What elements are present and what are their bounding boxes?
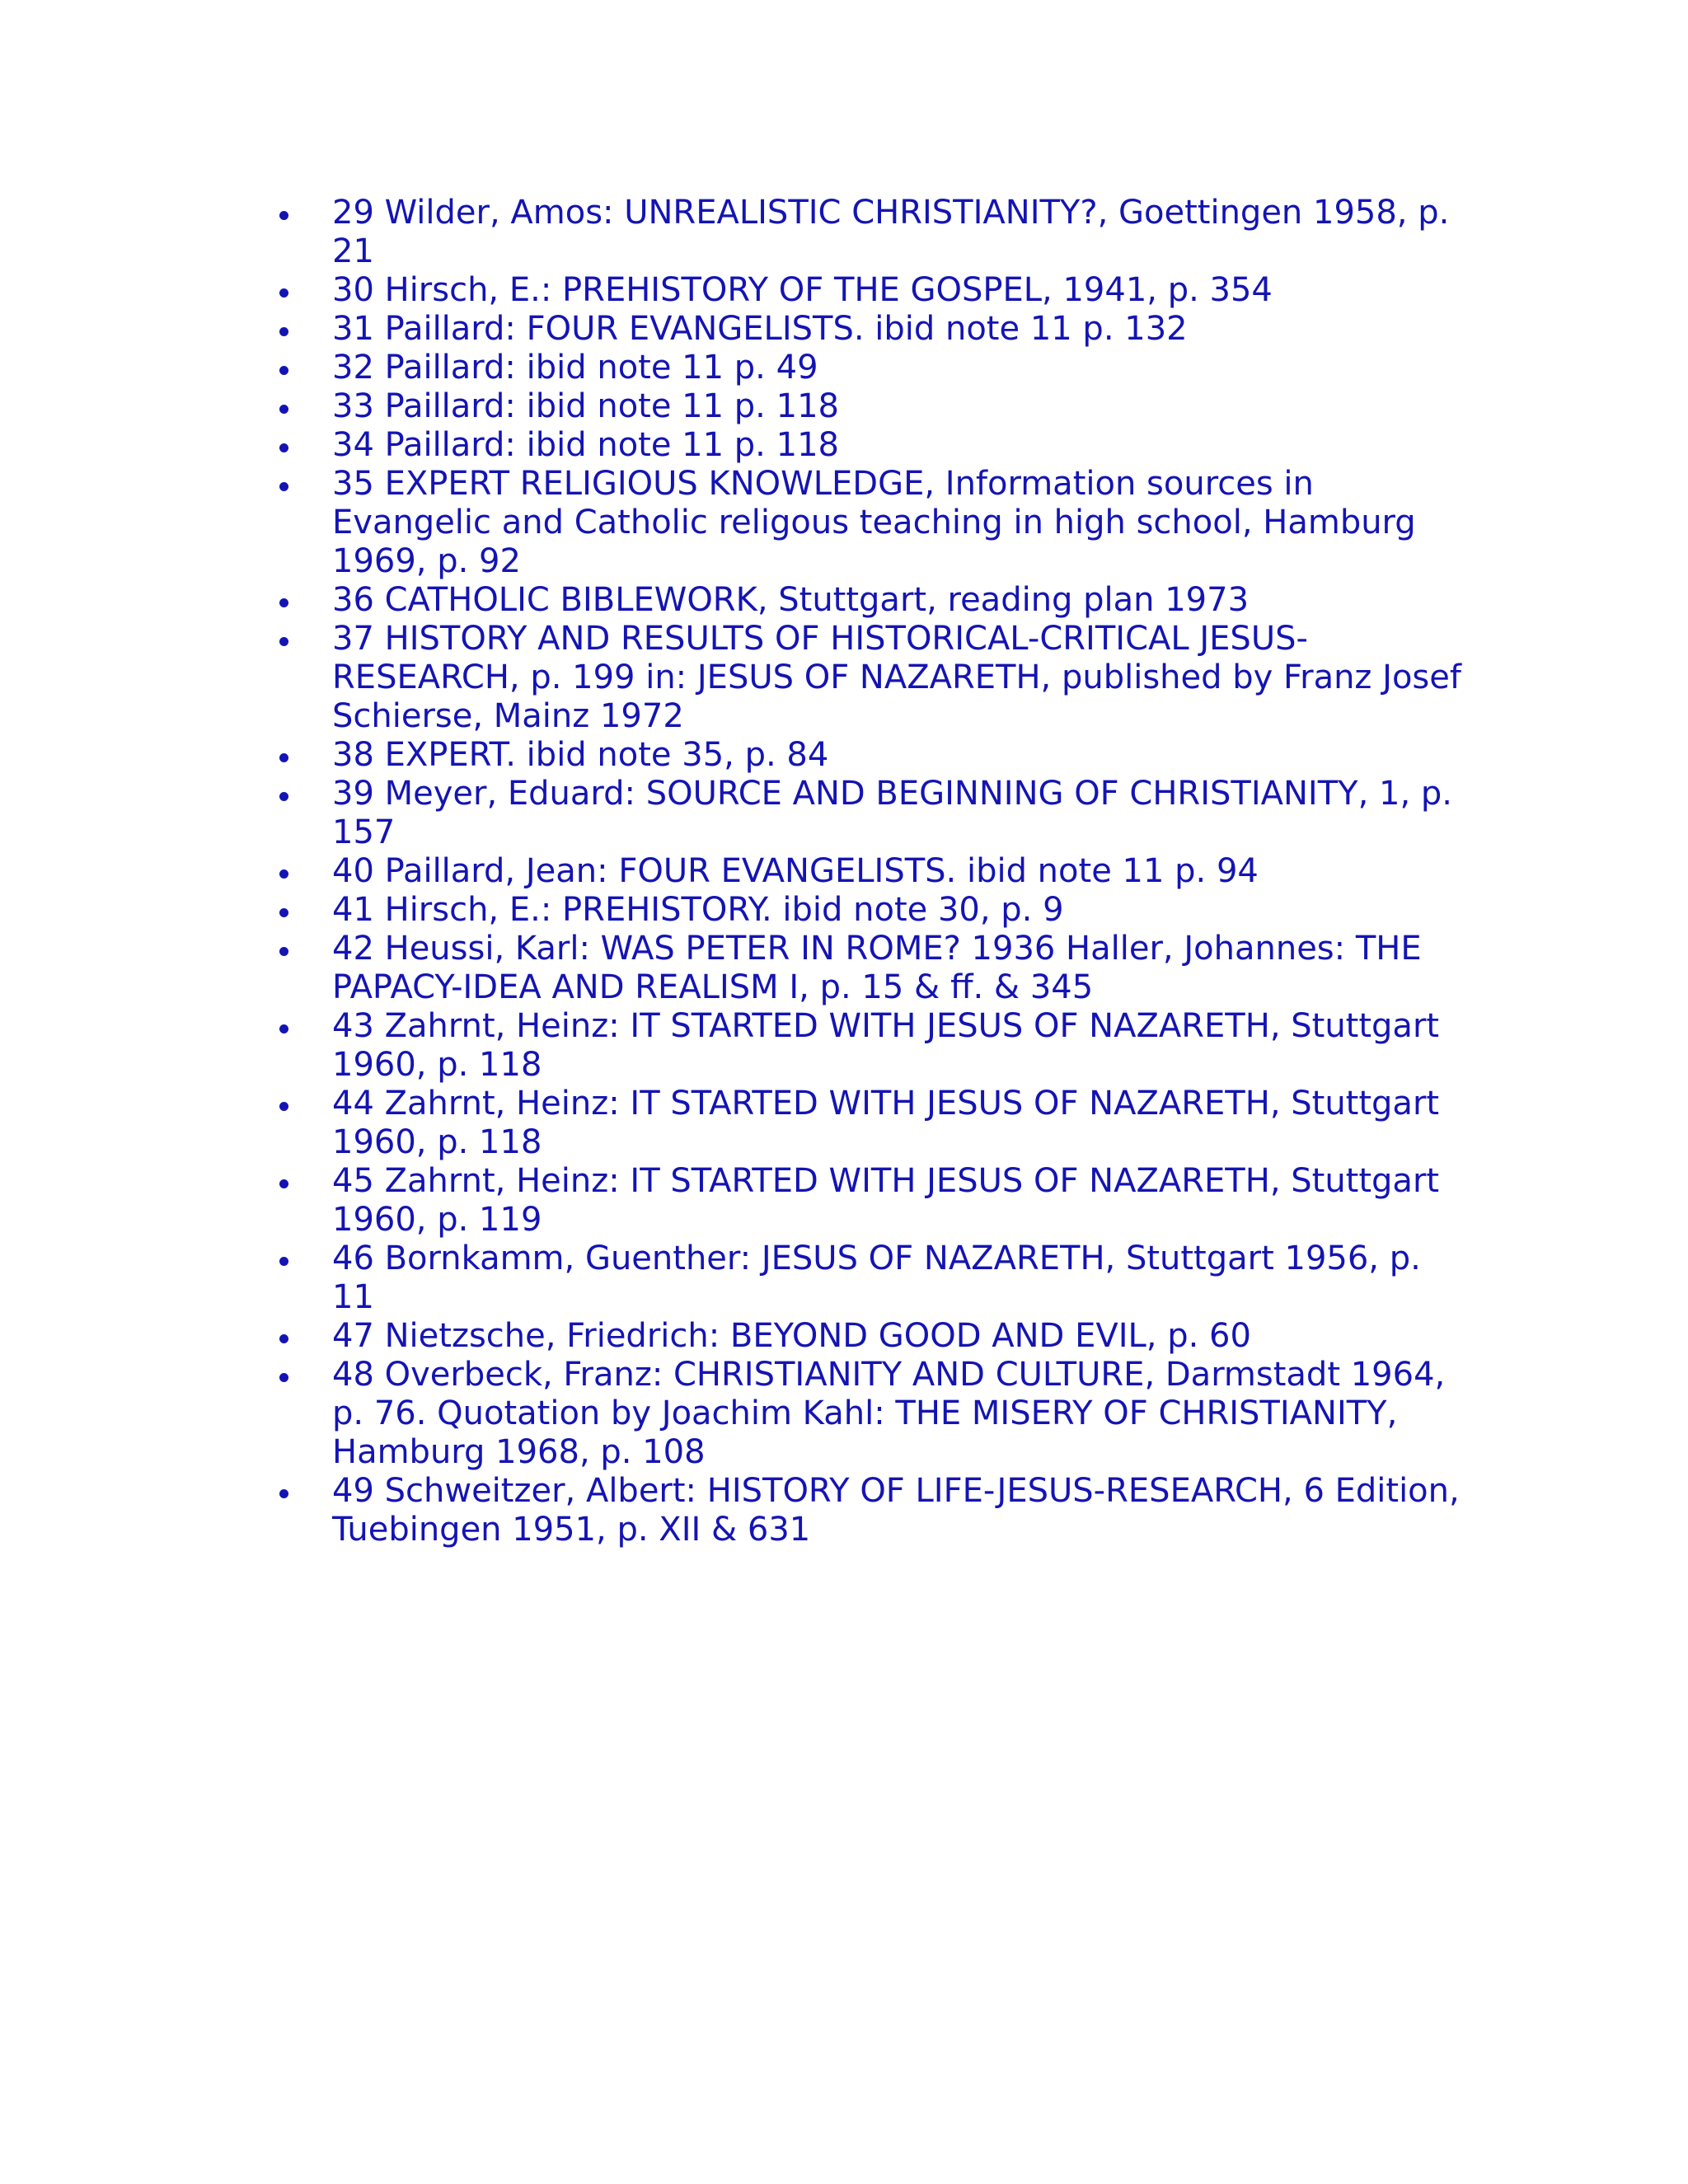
bullet-icon (279, 620, 312, 658)
endnote-text: 49 Schweitzer, Albert: HISTORY OF LIFE-JESUS-RESEARCH, 6 Edition, Tuebingen 1951, p. XII & 631 (332, 1472, 1460, 1549)
endnote-text: 31 Paillard: FOUR EVANGELISTS. ibid note 11 p. 132 (332, 310, 1188, 348)
bullet-icon (279, 1317, 312, 1356)
bullet-icon (279, 852, 312, 891)
bullet-icon (279, 891, 312, 930)
bullet-icon (279, 736, 312, 775)
endnote-text: 46 Bornkamm, Guenther: JESUS OF NAZARETH, Stuttgart 1956, p. 11 (332, 1240, 1421, 1316)
endnote-item (274, 271, 1461, 310)
endnote-text: 34 Paillard: ibid note 11 p. 118 (332, 426, 839, 464)
bullet-icon (279, 426, 312, 465)
bullet-icon (279, 1240, 312, 1278)
bullet-icon (279, 775, 312, 813)
endnote-text: 41 Hirsch, E.: PREHISTORY. ibid note 30, p. 9 (332, 891, 1064, 929)
endnote-item (274, 1085, 1461, 1162)
endnote-text: 39 Meyer, Eduard: SOURCE AND BEGINNING OF CHRISTIANITY, 1, p. 157 (332, 775, 1452, 851)
endnotes-list (274, 194, 1461, 1549)
endnote-item (274, 310, 1461, 349)
endnote-item (274, 930, 1461, 1007)
endnote-item (274, 426, 1461, 465)
bullet-icon (279, 1356, 312, 1394)
bullet-icon (279, 194, 312, 232)
endnote-text: 43 Zahrnt, Heinz: IT STARTED WITH JESUS OF NAZARETH, Stuttgart 1960, p. 118 (332, 1007, 1440, 1084)
endnote-item (274, 349, 1461, 387)
endnote-text: 47 Nietzsche, Friedrich: BEYOND GOOD AND EVIL, p. 60 (332, 1317, 1251, 1355)
endnote-text: 42 Heussi, Karl: WAS PETER IN ROME? 1936 Haller, Johannes: THE PAPACY-IDEA AND REALISM I, p. 15 & ff. & 345 (332, 930, 1422, 1006)
endnote-text: 35 EXPERT RELIGIOUS KNOWLEDGE, Information sources in Evangelic and Catholic religous teaching in high school, Hamburg 1969, p. 92 (332, 465, 1416, 580)
endnote-text: 45 Zahrnt, Heinz: IT STARTED WITH JESUS OF NAZARETH, Stuttgart 1960, p. 119 (332, 1162, 1440, 1239)
endnote-item (274, 1472, 1461, 1549)
endnote-item (274, 1240, 1461, 1317)
endnote-item (274, 1162, 1461, 1240)
endnote-item (274, 891, 1461, 930)
endnote-text: 48 Overbeck, Franz: CHRISTIANITY AND CULTURE, Darmstadt 1964, p. 76. Quotation by Joachim Kahl: THE MISERY OF CHRISTIANITY, Hamburg 1968, p. 108 (332, 1356, 1446, 1471)
bullet-icon (279, 581, 312, 620)
bullet-icon (279, 271, 312, 310)
bullet-icon (279, 349, 312, 387)
bullet-icon (279, 387, 312, 426)
endnote-text: 29 Wilder, Amos: UNREALISTIC CHRISTIANITY?, Goettingen 1958, p. 21 (332, 194, 1450, 270)
endnote-item (274, 620, 1461, 736)
endnote-text: 38 EXPERT. ibid note 35, p. 84 (332, 736, 829, 774)
endnote-text: 36 CATHOLIC BIBLEWORK, Stuttgart, reading plan 1973 (332, 581, 1250, 619)
endnote-text: 37 HISTORY AND RESULTS OF HISTORICAL-CRITICAL JESUS-RESEARCH, p. 199 in: JESUS OF NAZARETH, published by Franz Josef Schierse, Mainz 1972 (332, 620, 1461, 735)
endnote-item (274, 852, 1461, 891)
endnote-item (274, 1007, 1461, 1085)
endnote-item (274, 1356, 1461, 1472)
endnote-text: 40 Paillard, Jean: FOUR EVANGELISTS. ibid note 11 p. 94 (332, 852, 1259, 890)
endnote-text: 32 Paillard: ibid note 11 p. 49 (332, 349, 818, 387)
bullet-icon (279, 465, 312, 504)
bullet-icon (279, 1472, 312, 1511)
endnote-item (274, 194, 1461, 271)
endnote-item (274, 775, 1461, 852)
endnote-text: 30 Hirsch, E.: PREHISTORY OF THE GOSPEL, 1941, p. 354 (332, 271, 1273, 309)
endnote-item (274, 387, 1461, 426)
bullet-icon (279, 1007, 312, 1046)
endnote-text: 44 Zahrnt, Heinz: IT STARTED WITH JESUS OF NAZARETH, Stuttgart 1960, p. 118 (332, 1085, 1440, 1161)
endnote-item (274, 581, 1461, 620)
endnote-item (274, 1317, 1461, 1356)
endnote-text: 33 Paillard: ibid note 11 p. 118 (332, 387, 839, 425)
endnote-item (274, 736, 1461, 775)
endnote-item (274, 465, 1461, 581)
bullet-icon (279, 310, 312, 349)
bullet-icon (279, 1162, 312, 1201)
bullet-icon (279, 930, 312, 968)
bullet-icon (279, 1085, 312, 1123)
